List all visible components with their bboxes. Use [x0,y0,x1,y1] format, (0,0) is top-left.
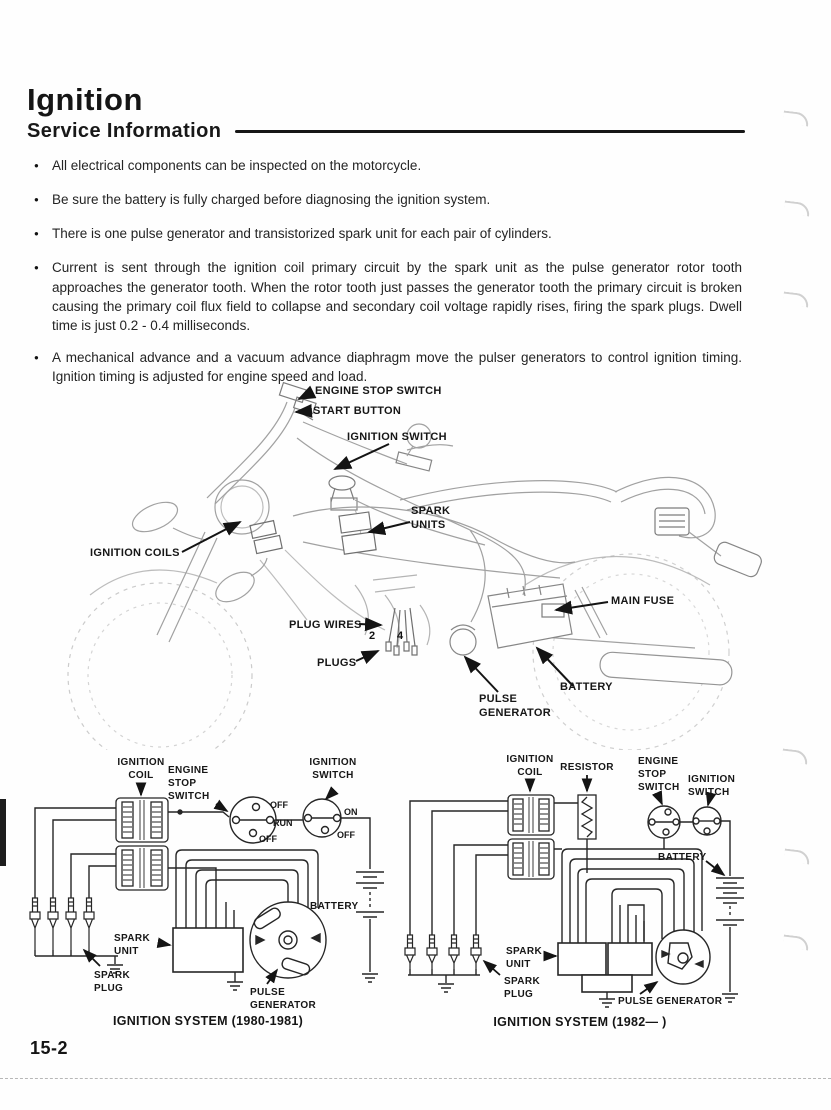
page-number: 15-2 [30,1038,69,1058]
label-ignition-switch: IGNITION SWITCH [309,757,357,781]
ignition-coil-symbols [508,795,554,879]
section-rule [235,130,745,133]
list-item [28,156,742,175]
label-ignition-coil: IGNITION COIL [117,757,165,781]
callout-start-button: START BUTTON [313,405,402,417]
callout-plugs: PLUGS [317,657,357,669]
label-spark-plug: SPARK PLUG [504,976,541,1000]
resistor-symbol [578,795,596,839]
switch-position-off: OFF [337,830,355,840]
label-battery: BATTERY [310,901,359,912]
callout-ignition-switch: IGNITION SWITCH [347,431,447,443]
pulse-generator-symbol [656,930,710,984]
ignition-coil-symbols [116,798,168,890]
label-ignition-coil: IGNITION COIL [506,754,554,778]
diagram-caption-1982: IGNITION SYSTEM (1982— ) [493,1015,667,1029]
bullet-text: All electrical components can be inspected on the motorcycle. [52,158,422,173]
bullet-text: A mechanical advance and a vacuum advance diaphragm move the pulser generators to control ignition timing. Ignition timing is adjusted for engine speed and load. [52,350,742,385]
label-engine-stop-switch: ENGINE STOP SWITCH [638,756,680,793]
label-battery: BATTERY [658,852,707,863]
pulse-generator-symbol [250,902,326,978]
spark-plug-symbols [30,898,94,950]
section-header [27,120,745,143]
bullet-dot-icon: ● [34,229,39,239]
switch-position-off: OFF [270,800,288,810]
plug-number-4: 4 [397,630,404,642]
label-engine-stop-switch: ENGINE STOP SWITCH [168,765,210,802]
binding-curl-mark [783,200,810,216]
chapter-index-tab [0,799,6,866]
callout-engine-stop-switch: ENGINE STOP SWITCH [315,385,442,397]
spark-unit-box [173,928,243,972]
wiring-diagram-1982 [400,745,820,1045]
label-ignition-switch: IGNITION SWITCH [688,774,736,798]
list-item [28,258,742,335]
page-bottom-edge [0,1078,831,1079]
bullet-dot-icon: ● [34,353,39,363]
motorcycle-figure [55,380,775,750]
label-pulse-generator: PULSE GENERATOR [618,996,723,1007]
wiring-art-1982 [400,745,820,1045]
callout-pulse-generator: PULSE GENERATOR [479,693,551,720]
list-item [28,190,742,209]
callout-battery: BATTERY [560,681,613,693]
switch-position-run: RUN [273,818,293,828]
plug-number-2: 2 [369,630,376,642]
switch-position-off: OFF [259,834,277,844]
wiring-diagram-1980-1981 [20,750,400,1045]
label-spark-plug: SPARK PLUG [94,970,131,994]
page-title: Ignition [27,82,143,117]
callout-main-fuse: MAIN FUSE [611,595,675,607]
binding-curl-mark [782,291,809,307]
service-info-list [28,156,742,401]
label-resistor: RESISTOR [560,762,614,773]
section-title: Service Information [27,120,222,142]
bullet-dot-icon: ● [34,195,39,205]
bullet-text: Be sure the battery is fully charged before diagnosing the ignition system. [52,192,491,208]
bullet-text: Current is sent through the ignition coil primary circuit by the spark unit as the pulse generator rotor tooth approaches the generator tooth. When the rotor tooth just passes the generator tooth the primary circuit is broken causing the primary coil flux field to collapse and secondary coil voltage rapidly rises, firing the spark plugs. Dwell time is just 0.2 - 0.4 milliseconds. [52,260,742,333]
binding-curl-mark [782,110,809,126]
bullet-text: There is one pulse generator and transistorized spark unit for each pair of cylinders. [52,226,552,242]
spark-plug-symbols [405,935,481,969]
switch-position-on: ON [344,807,358,817]
callout-plug-wires: PLUG WIRES [289,619,362,631]
callout-spark-units: SPARK UNITS [411,505,451,532]
callout-ignition-coils: IGNITION COILS [90,547,180,559]
list-item [28,224,742,243]
label-spark-unit: SPARK UNIT [114,933,151,957]
label-pulse-generator: PULSE GENERATOR [250,987,317,1011]
spark-unit-boxes [558,943,652,992]
diagram-caption-1980-1981: IGNITION SYSTEM (1980-1981) [112,1014,304,1028]
bullet-dot-icon: ● [34,263,39,273]
label-spark-unit: SPARK UNIT [506,946,543,970]
bullet-dot-icon: ● [34,161,39,170]
